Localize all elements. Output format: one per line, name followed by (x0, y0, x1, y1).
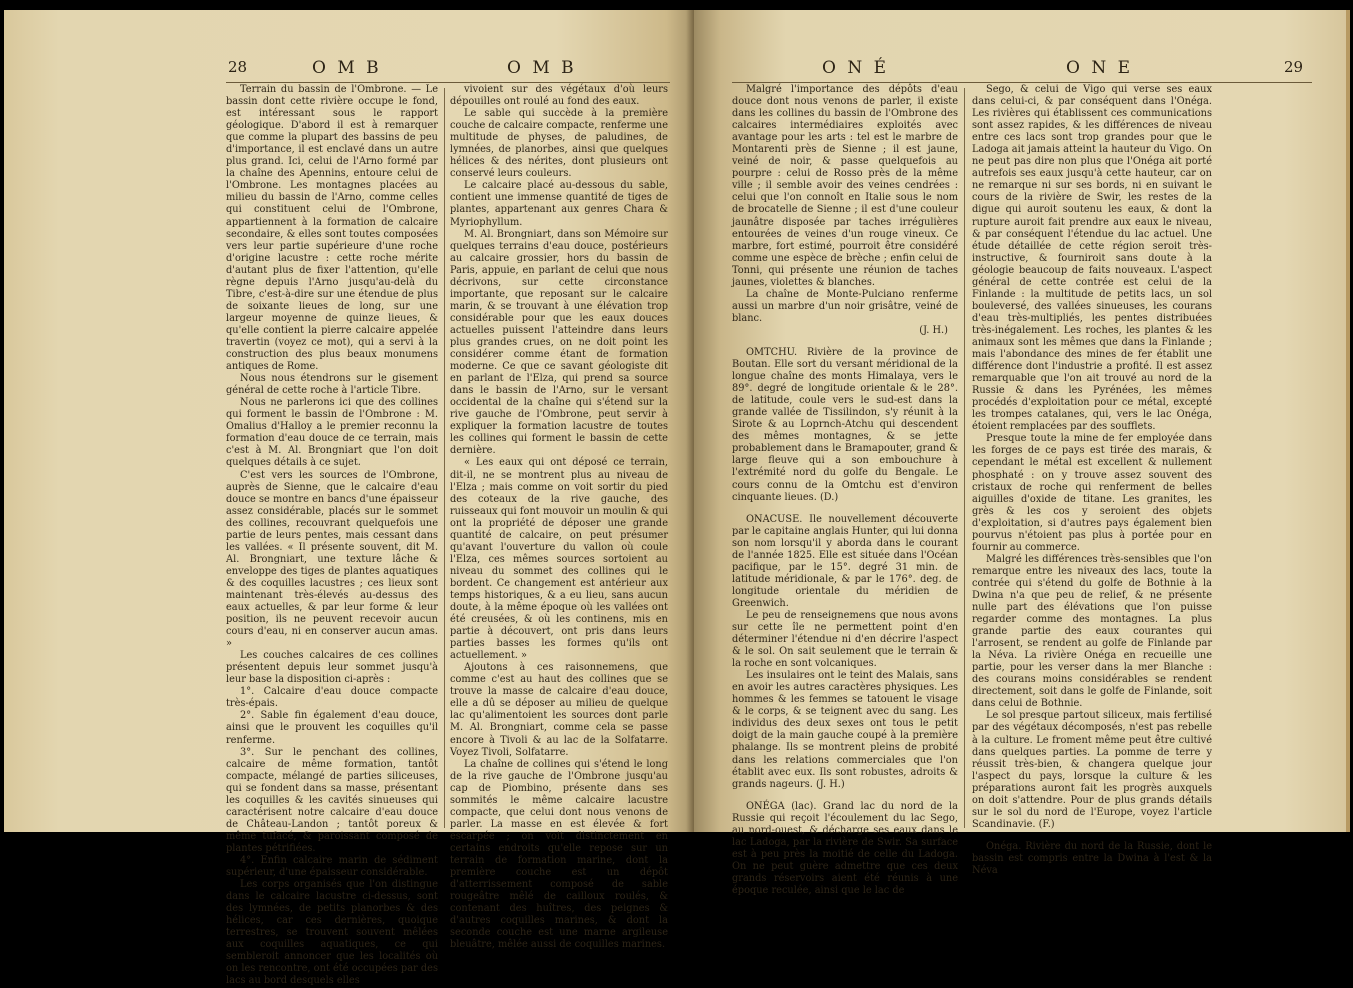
right-column-divider (964, 88, 965, 828)
paragraph: Nous ne parlerons ici que des collines qui forment le bassin de l'Ombrone : M. Omalius d'Halloy a le premier reconnu la formation d'eau douce de ce terrain, mais c'est à M. Al. Brongniart que l'on doit quelques détails à ce sujet. (226, 397, 438, 469)
right-running-head-1: O N É (822, 58, 890, 78)
paragraph: ONÉGA (lac). Grand lac du nord de la Russie qui reçoit l'écoulement du lac Sego, au nord-ouest, & décharge ses eaux dans le lac Ladoga, par la rivière de Swir. Sa surface est à peu près la moitié de celle du Ladoga. On ne peut guère admettre que ces deux grands réservoirs aient été réunis à une époque reculée, ainsi que le lac de (732, 800, 958, 896)
paragraph: Le sable qui succède à la première couche de calcaire compacte, renferme une multitude de physes, de paludines, de lymnées, de planorbes, ainsi que quelques hélices & des nérites, dont plusieurs ont conservé leurs couleurs. (450, 108, 668, 180)
paragraph: 3°. Sur le penchant des collines, calcaire de même formation, tantôt compacte, mélangé de parties siliceuses, qui se fondent dans sa masse, présentant les coquilles & les cavités sinueuses qui caractérisent notre calcaire d'eau douce de Château-Landon ; tantôt poreux & même tufacé, & paroissant composé de plantes pétrifiées. (226, 746, 438, 854)
paragraph: C'est vers les sources de l'Ombrone, auprès de Sienne, que le calcaire d'eau douce se montre en bancs d'une épaisseur assez considérable, placés sur le sommet des collines, recouvrant quelquefois une partie de leurs pentes, mais cessant dans les vallées. « Il présente souvent, dit M. Al. Brongniart, une texture lâche & enveloppe des tiges de plantes aquatiques & des coquilles lacustres ; ces lieux sont maintenant très-élevés au-dessus des eaux actuelles, & par leur forme & leur position, ils ne peuvent recevoir aucun cours d'eau, ni en conserver aucun amas. » (226, 469, 438, 650)
open-book (4, 10, 1350, 987)
right-column-1 (732, 84, 958, 897)
right-header-rule (732, 82, 1312, 83)
left-column-1 (226, 84, 438, 988)
paragraph: M. Al. Brongniart, dans son Mémoire sur quelques terrains d'eau douce, postérieurs au calcaire grossier, hors du bassin de Paris, appuie, en parlant de celui que nous décrivons, sur cette circonstance importante, que reposant sur le calcaire marin, & se trouvant à une élévation trop considérable pour que les eaux douces actuelles puissent l'atteindre dans leurs plus grandes crues, on ne doit point les considérer comme étant de formation moderne. Ce que ce savant géologiste dit en parlant de l'Elza, qui prend sa source dans le bassin de l'Arno, sur le versant occidental de la chaîne qui s'étend sur la rive gauche de l'Ombrone, peut servir à expliquer la formation lacustre de toutes les collines qui forment le bassin de cette dernière. (450, 228, 668, 457)
paragraph: Malgré les différences très-sensibles que l'on remarque entre les niveaux des lacs, toute la contrée qui s'étend du golfe de Bothnie à la Dwina n'a que peu de relief, & ne présente nulle part des élévations que l'on puisse regarder comme des montagnes. La plus grande partie des eaux courantes qui l'arrosent, se rendent au golfe de Finlande par la Néva. La rivière Onéga en recueille une partie, pour les verser dans la mer Blanche : des courans moins considérables se rendent directement, soit dans le golfe de Finlande, soit dans celui de Bothnie. (972, 553, 1212, 710)
left-column-divider (444, 88, 445, 828)
paragraph: (J. H.) (919, 324, 948, 336)
paragraph: OMTCHU. Rivière de la province de Boutan. Elle sort du versant méridional de la longue chaîne des monts Himalaya, vers le 89°. degré de longitude orientale & le 28°. de latitude, coule vers le sud-est dans la grande vallée de Tissilindon, s'y réunit à la Sirote & au Loprnch-Atchu qui descendent des mêmes montagnes, & se jette probablement dans le Bramapouter, grand & large fleuve qui a son embouchure à l'extrémité nord du golfe du Bengale. Le cours connu de la Omtchu est d'environ cinquante lieues. (D.) (732, 346, 958, 503)
paragraph: Presque toute la mine de fer employée dans les forges de ce pays est tirée des marais, & cependant le métal est excellent & nullement phosphaté : on y trouve assez souvent des cristaux de roche qui renferment de belles aiguilles d'oxide de titane. Les granites, les grès & les cos y seroient des objets d'exploitation, si d'autres pays également bien pourvus n'étoient pas plus à portée pour en fournir au commerce. (972, 433, 1212, 553)
paragraph: Les corps organisés que l'on distingue dans le calcaire lacustre ci-dessus, sont des lymnées, de petits planorbes & des hélices, car ces dernières, quoique terrestres, se trouvent souvent mêlées aux coquilles aquatiques, ce qui sembleroit annoncer que les localités où on les rencontre, ont été occupées par des lacs au bord desquels elles (226, 879, 438, 987)
left-running-head-1: O M B (312, 58, 382, 78)
paragraph: « Les eaux qui ont déposé ce terrain, dit-il, ne se montrent plus au niveau de l'Elza ; mais comme on voit sortir du pied des coteaux de la rive gauche, des ruisseaux qui font mouvoir un moulin & qui ont la propriété de déposer une grande quantité de calcaire, on peut présumer qu'avant l'ouverture du vallon où coule l'Elza, ces mêmes sources sortoient au niveau du sommet des collines qui le bordent. Ce changement est antérieur aux temps historiques, & a eu lieu, sans aucun doute, à la même époque où les vallées ont été creusées, & où les continens, mis en partie à découvert, ont pris dans leurs parties basses les formes qu'ils ont actuellement. » (450, 457, 668, 662)
paragraph: Nous nous étendrons sur le gisement général de cette roche à l'article Tibre. (226, 373, 438, 397)
paragraph: Onéga. Rivière du nord de la Russie, dont le bassin est compris entre la Dwina à l'est & la Néva (972, 840, 1212, 876)
paragraph: Le sol presque partout siliceux, mais fertilisé par des végétaux décomposés, n'est pas rebelle à la culture. Le froment même peut être cultivé dans quelques parties. La pomme de terre y réussit très-bien, & changera quelque jour l'aspect du pays, lorsque la culture & les préparations auront fait les progrès auxquels on doit s'attendre. Pour de plus grands détails sur le sol du nord de l'Europe, voyez l'article Scandinavie. (F.) (972, 710, 1212, 830)
paragraph: La chaîne de Monte-Pulciano renferme aussi un marbre d'un noir grisâtre, veiné de blanc. (732, 288, 958, 324)
page-edge (1346, 10, 1350, 832)
left-column-2 (450, 84, 668, 951)
paragraph: Ajoutons à ces raisonnemens, que comme c'est au haut des collines que se trouve la masse de calcaire d'eau douce, elle a dû se déposer au milieu de quelque lac qu'alimentoient les sources dont parle M. Al. Brongniart, comme cela se passe encore à Tivoli & au lac de la Solfatarre. Voyez Tivoli, Solfatarre. (450, 662, 668, 758)
left-header-rule (226, 82, 670, 83)
paragraph: 2°. Sable fin également d'eau douce, ainsi que le prouvent les coquilles qu'il renferme. (226, 710, 438, 746)
paragraph: La chaîne de collines qui s'étend le long de la rive gauche de l'Ombrone jusqu'au cap de Piombino, présente dans ses sommités le même calcaire lacustre compacte, que celui dont nous venons de parler. La masse en est élevée & fort escarpée ; on voit distinctement en certains endroits qu'elle repose sur un terrain de formation marine, dont la première couche est un dépôt d'atterrissement composé de sable rougeâtre mêlé de cailloux roulés, & contenant des huîtres, des peignes & d'autres coquilles marines, & dont la seconde couche est une marne argileuse bleuâtre, mêlée aussi de coquilles marines. (450, 758, 668, 951)
right-page (694, 10, 1350, 896)
paragraph: Malgré l'importance des dépôts d'eau douce dont nous venons de parler, il existe dans les collines du bassin de l'Ombrone des calcaires intermédiaires exploités avec avantage pour les arts : tel est le marbre de Montarenti près de Sienne ; il est jaune, veiné de noir, & passe quelquefois au pourpre : celui de Rosso près de la même ville ; il semble avoir des veines cendrées : celui que l'on connoît en Italie sous le nom de brocatelle de Sienne ; il est d'une couleur jaunâtre disposée par taches irrégulières entourées de veines d'un rouge vineux. Ce marbre, fort estimé, pourroit être considéré comme une espèce de brèche ; enfin celui de Tonni, qui présente une réunion de taches jaunes, violettes & blanches. (732, 84, 958, 288)
paragraph: ONACUSE. Ile nouvellement découverte par le capitaine anglais Hunter, qui lui donna son nom lorsqu'il y aborda dans le courant de l'année 1825. Elle est située dans l'Océan pacifique, par le 15°. degré 31 min. de latitude méridionale, & par le 176°. deg. de longitude orientale du méridien de Greenwich. (732, 513, 958, 609)
paragraph: Terrain du bassin de l'Ombrone. — Le bassin dont cette rivière occupe le fond, est intéressant sous le rapport géologique. D'abord il est à remarquer que comme la plupart des bassins de peu d'importance, il est enclavé dans un autre plus grand. Ici, celui de l'Arno formé par la chaîne des Apennins, entoure celui de l'Ombrone. Les montagnes placées au milieu du bassin de l'Arno, comme celles qui constituent celui de l'Ombrone, appartiennent à la formation de calcaire secondaire, & elles sont toutes composées vers leur partie supérieure d'une roche d'origine lacustre : cette roche mérite d'autant plus de fixer l'attention, qu'elle règne depuis l'Arno jusqu'au-delà du Tibre, c'est-à-dire sur une étendue de plus de soixante lieues de long, sur une largeur moyenne de quinze lieues, & qu'elle contient la pierre calcaire appelée travertin (voyez ce mot), qui a servi à la construction des plus beaux monumens antiques de Rome. (226, 84, 438, 373)
right-page-number: 29 (1284, 58, 1304, 76)
right-column-2 (972, 84, 1212, 877)
paragraph: 4°. Enfin calcaire marin de sédiment supérieur, d'une épaisseur considérable. (226, 855, 438, 879)
paragraph: Sego, & celui de Vigo qui verse ses eaux dans celui-ci, & par conséquent dans l'Onéga. Les rivières qui établissent ces communications sont assez rapides, & les différences de niveau entre ces lacs sont trop grandes pour que le Ladoga ait jamais atteint la hauteur du Vigo. On ne peut pas dire non plus que l'Onéga ait porté autrefois ses eaux jusqu'à cette hauteur, car on ne remarque ni sur ses bords, ni en suivant le cours de la rivière de Swir, les restes de la digue qui auroit soutenu les eaux, & dont la rupture auroit fait prendre aux eaux le niveau, & par conséquent l'étendue du lac actuel. Une étude détaillée de cette région seroit très-instructive, & fourniroit sans doute à la géologie beaucoup de faits nouveaux. L'aspect général de cette contrée est celui de la Finlande : la multitude de petits lacs, un sol bouleversé, des vallées sinueuses, les courans d'eau très-multipliés, les pentes distribuées très-inégalement. Les roches, les plantes & les animaux sont les mêmes que dans la Finlande ; mais l'abondance des mines de fer établit une différence dont l'industrie a profité. Il est assez remarquable que l'on ait trouvé au nord de la Russie & dans les Pyrénées, les mêmes procédés d'exploitation pour ce métal, excepté les trompes catalanes, qui, vers le lac Onéga, étoient remplacées par des soufflets. (972, 84, 1212, 433)
left-page (4, 10, 694, 987)
paragraph: Le peu de renseignemens que nous avons sur cette île ne permettent point d'en déterminer l'étendue ni d'en décrire l'aspect & le sol. On sait seulement que le terrain & la roche en sont volcaniques. (732, 609, 958, 670)
right-running-head-2: O N E (1066, 58, 1134, 78)
paragraph: Les couches calcaires de ces collines présentent depuis leur sommet jusqu'à leur base la disposition ci-après : (226, 650, 438, 686)
left-page-number: 28 (228, 58, 248, 76)
paragraph: Le calcaire placé au-dessous du sable, contient une immense quantité de tiges de plantes, appartenant aux genres Chara & Myriophyllum. (450, 180, 668, 228)
paragraph: Les insulaires ont le teint des Malais, sans en avoir les autres caractères physiques. Les hommes & les femmes se tatouent le visage & le corps, & se teignent avec du sang. Les individus des deux sexes ont tous le petit doigt de la main gauche coupé à la première phalange. Ils se montrent pleins de probité dans les relations commerciales que l'on établit avec eux. Ils sont robustes, adroits & grands nageurs. (J. H.) (732, 670, 958, 790)
left-running-head-2: O M B (507, 58, 577, 78)
paragraph: 1°. Calcaire d'eau douce compacte très-épais. (226, 686, 438, 710)
paragraph: vivoient sur des végétaux d'où leurs dépouilles ont roulé au fond des eaux. (450, 84, 668, 108)
